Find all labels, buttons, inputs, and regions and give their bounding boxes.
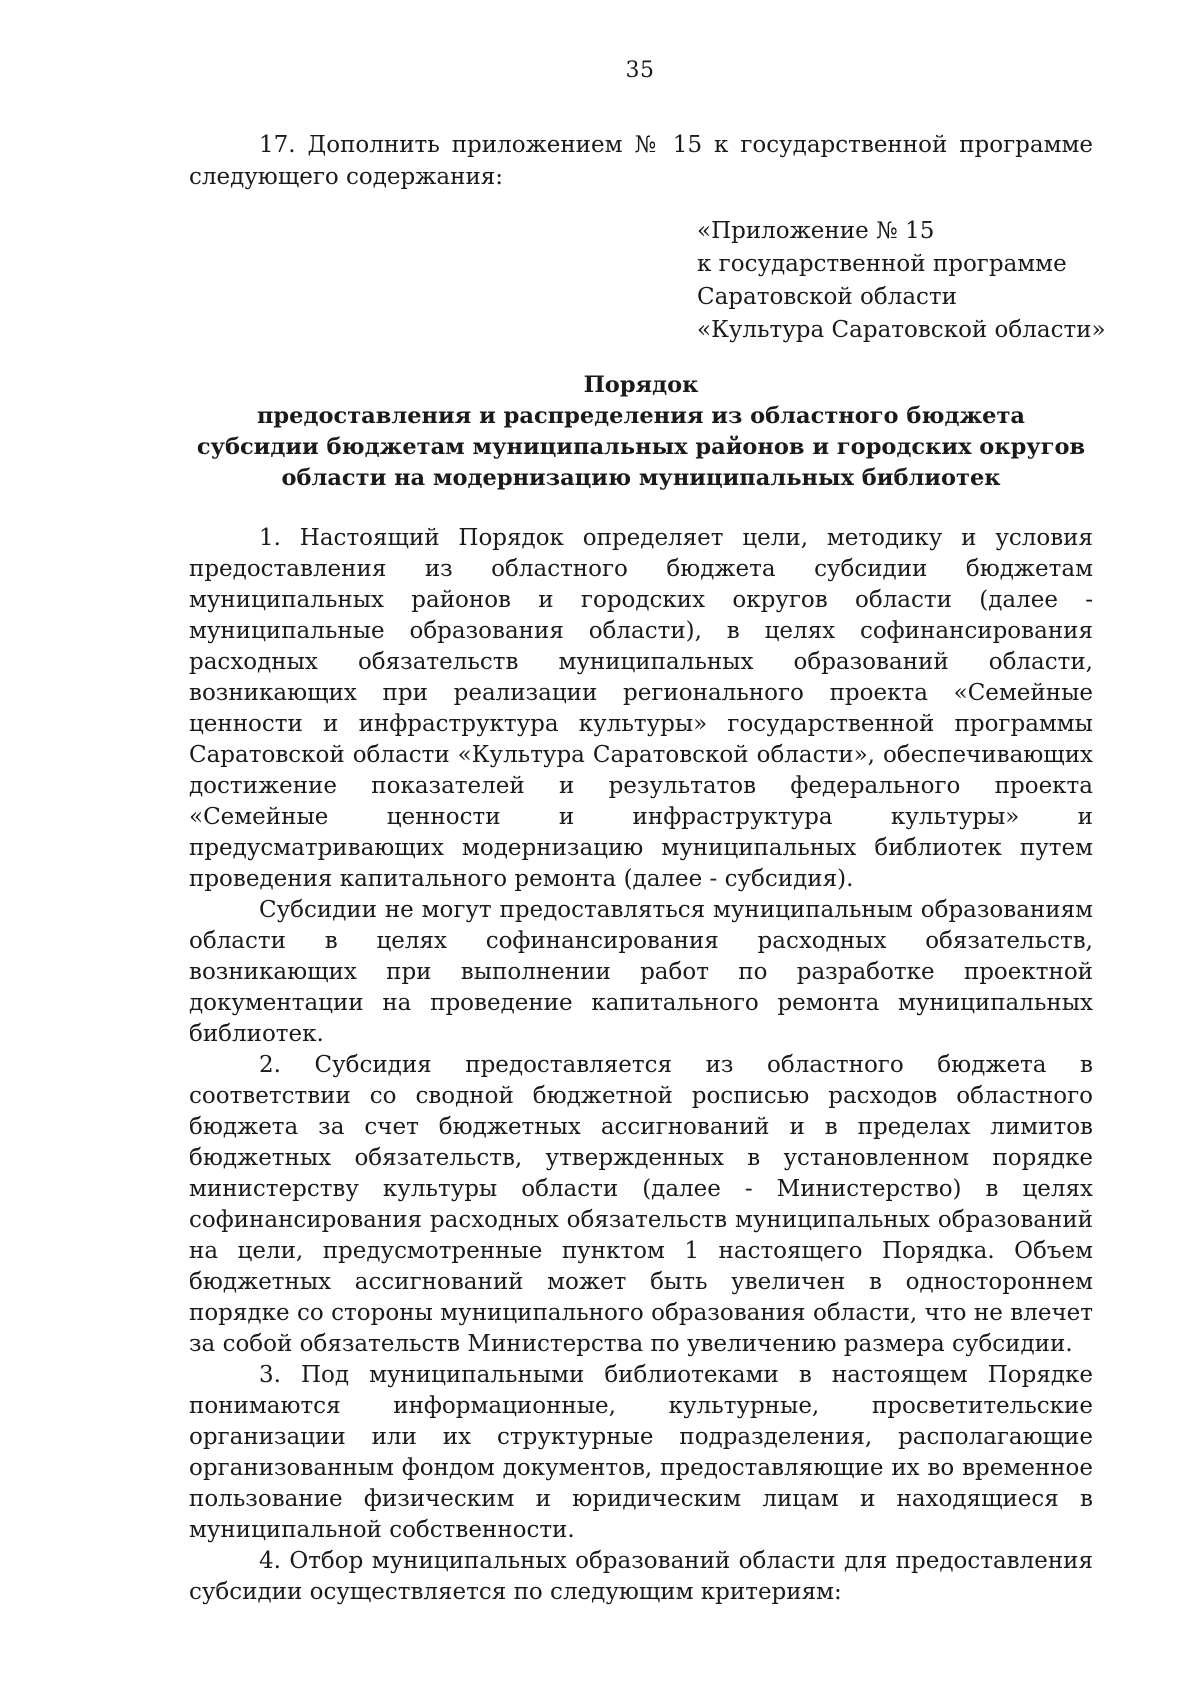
paragraph-4: 4. Отбор муниципальных образований области для предоставления субсидии осуществляется по следующим критериям: (189, 1548, 1093, 1605)
appendix-line: Саратовской области (697, 284, 957, 310)
title-line: Порядок (583, 372, 699, 398)
appendix-header (697, 215, 1127, 347)
document-title (189, 370, 1093, 494)
page-number: 35 (625, 58, 655, 83)
intro-paragraph: 17. Дополнить приложением № 15 к государственной программе следующего содержания: (189, 132, 1093, 190)
document-body (189, 523, 1093, 1608)
title-line: субсидии бюджетам муниципальных районов и городских округов (196, 434, 1086, 460)
paragraph-2: 2. Субсидия предоставляется из областного бюджета в соответствии со сводной бюджетной росписью расходов областного бюджета за счет бюджетных ассигнований и в пределах лимитов бюджетных обязательств, утвержденных в установленном порядке министерству культуры области (далее - Министерство) в целях софинансирования расходных обязательств муниципальных образований на цели, предусмотренные пунктом 1 настоящего Порядка. Объем бюджетных ассигнований может быть увеличен в одностороннем порядке со стороны муниципального образования области, что не влечет за собой обязательств Министерства по увеличению размера субсидии. (189, 1052, 1093, 1357)
title-line: предоставления и распределения из областного бюджета (256, 403, 1026, 429)
paragraph-1: 1. Настоящий Порядок определяет цели, методику и условия предоставления из областного бюджета субсидии бюджетам муниципальных районов и городских округов области (далее - муниципальные образования области), в целях софинансирования расходных обязательств муниципальных образований области, возникающих при реализации регионального проекта «Семейные ценности и инфраструктура культуры» государственной программы Саратовской области «Культура Саратовской области», обеспечивающих достижение показателей и результатов федерального проекта «Семейные ценности и инфраструктура культуры» и предусматривающих модернизацию муниципальных библиотек путем проведения капитального ремонта (далее - субсидия). (189, 525, 1093, 892)
title-line: области на модернизацию муниципальных библиотек (281, 465, 1001, 491)
appendix-line: к государственной программе (697, 251, 1067, 277)
paragraph-1-note: Субсидии не могут предоставляться муниципальным образованиям области в целях софинансирования расходных обязательств, возникающих при выполнении работ по разработке проектной документации на проведение капитального ремонта муниципальных библиотек. (189, 897, 1093, 1047)
appendix-line: «Культура Саратовской области» (697, 317, 1106, 343)
paragraph-3: 3. Под муниципальными библиотеками в настоящем Порядке понимаются информационные, культурные, просветительские организации или их структурные подразделения, располагающие организованным фондом документов, предоставляющие их во временное пользование физическим и юридическим лицам и находящиеся в муниципальной собственности. (189, 1362, 1093, 1543)
appendix-line: «Приложение № 15 (697, 218, 935, 244)
